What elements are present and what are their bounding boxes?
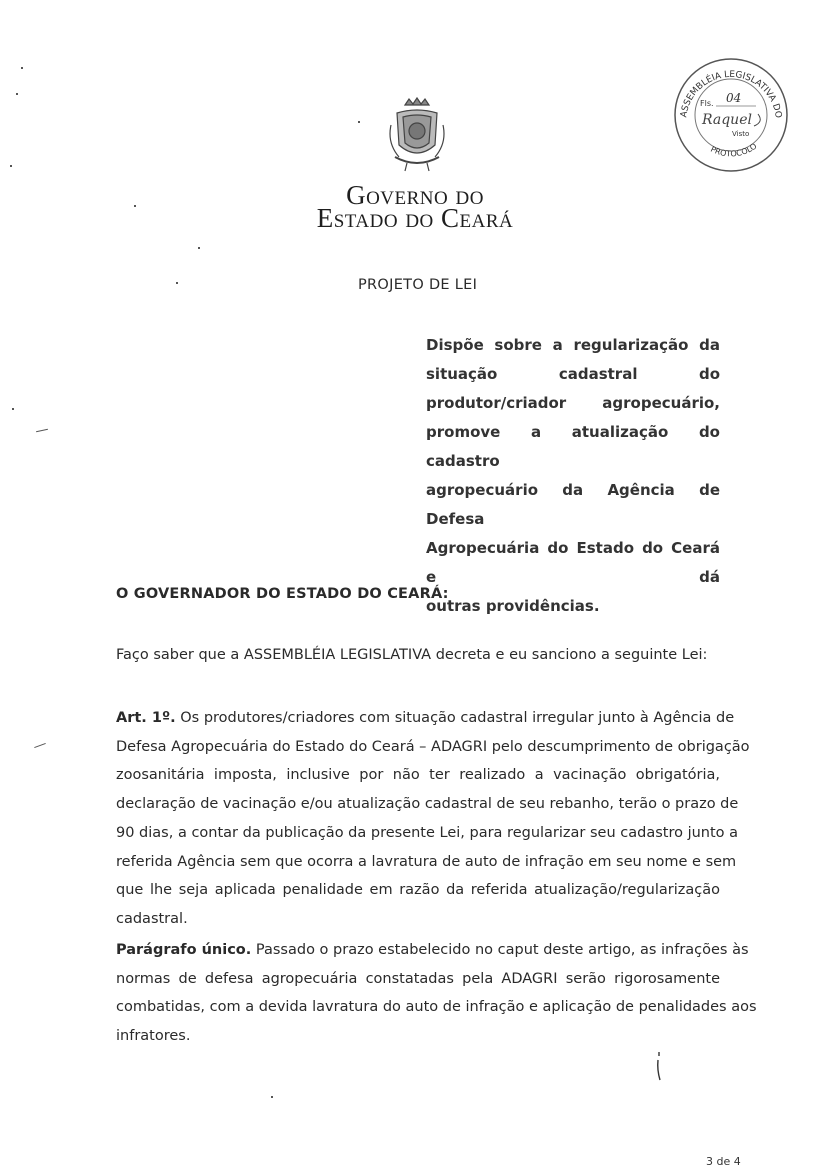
scan-speck (198, 247, 200, 249)
stamp-signature: Raquel (702, 112, 752, 128)
page-number: 3 de 4 (706, 1155, 741, 1168)
paragraph-line: Parágrafo único. Passado o prazo estabelecido no caput deste artigo, as infrações às (116, 942, 749, 958)
article-line: declaração de vacinação e/ou atualização cadastral de seu rebanho, terão o prazo de (116, 796, 739, 813)
article-line: cadastral. (116, 910, 188, 927)
article-line: 90 dias, a contar da publicação da presente Lei, para regularizar seu cadastro junto a (116, 824, 739, 841)
ementa-block (426, 331, 720, 621)
scan-speck (21, 67, 23, 69)
scan-speck (176, 282, 178, 284)
ementa-line: situação cadastral do (426, 365, 720, 383)
article-line: referida Agência sem que ocorra a lavratura de auto de infração em seu nome e sem (116, 853, 737, 870)
scan-speck (358, 121, 360, 123)
paragraph-label: Parágrafo único. (116, 942, 252, 958)
ementa-line: Agropecuária do Estado do Ceará e dá (426, 539, 720, 586)
article-line: Art. 1º. Os produtores/criadores com situação cadastral irregular junto à Agência de (116, 710, 735, 726)
scan-speck (134, 205, 136, 207)
article-line: Defesa Agropecuária do Estado do Ceará – ADAGRI pelo descumprimento de obrigação (116, 738, 750, 755)
stamp-visto-label: Visto (732, 130, 750, 138)
article-1 (116, 704, 750, 934)
paragraph-line: normas de defesa agropecuária constatadas pela ADAGRI serão rigorosamente (116, 970, 720, 987)
paragraph-unico (116, 936, 757, 1051)
government-heading-line2: ESTADO DO CEARÁ (316, 203, 514, 233)
decree-line: Faço saber que a ASSEMBLÉIA LEGISLATIVA decreta e eu sanciono a seguinte Lei: (116, 647, 708, 663)
article-line: que lhe seja aplicada penalidade em razão da referida atualização/regularização (116, 882, 720, 899)
protocol-stamp (672, 56, 790, 174)
scan-speck (10, 165, 12, 167)
article-label: Art. 1º. (116, 710, 176, 726)
governor-intro: O GOVERNADOR DO ESTADO DO CEARÁ: (116, 586, 449, 602)
scan-speck (271, 1096, 273, 1098)
scan-speck (36, 429, 48, 432)
paragraph-line: combatidas, com a devida lavratura do auto de infração e aplicação de penalidades aos (116, 999, 757, 1016)
ementa-line: Dispõe sobre a regularização da (426, 336, 720, 354)
document-title: PROJETO DE LEI (358, 277, 478, 293)
stamp-fls-label: Fls. (700, 99, 714, 108)
margin-initial-mark (655, 1050, 663, 1082)
ementa-line: promove a atualização do cadastro (426, 423, 720, 470)
stamp-ring-bottom-text: PROTOCOLO (709, 141, 759, 159)
scan-speck (12, 408, 14, 410)
article-line: zoosanitária imposta, inclusive por não ter realizado a vacinação obrigatória, (116, 767, 720, 784)
scan-speck (34, 743, 46, 748)
stamp-fls-value: 04 (726, 91, 742, 105)
coat-of-arms-icon (385, 95, 449, 175)
ementa-line: outras providências. (426, 597, 600, 615)
scan-speck (16, 93, 18, 95)
stamp-ring-top-text: ASSEMBLÉIA LEGISLATIVA DO (679, 69, 783, 119)
paragraph-line: infratores. (116, 1028, 191, 1045)
ementa-line: agropecuário da Agência de Defesa (426, 481, 720, 528)
ementa-line: produtor/criador agropecuário, (426, 394, 720, 412)
government-heading-line1: GOVERNO DO (346, 180, 484, 210)
